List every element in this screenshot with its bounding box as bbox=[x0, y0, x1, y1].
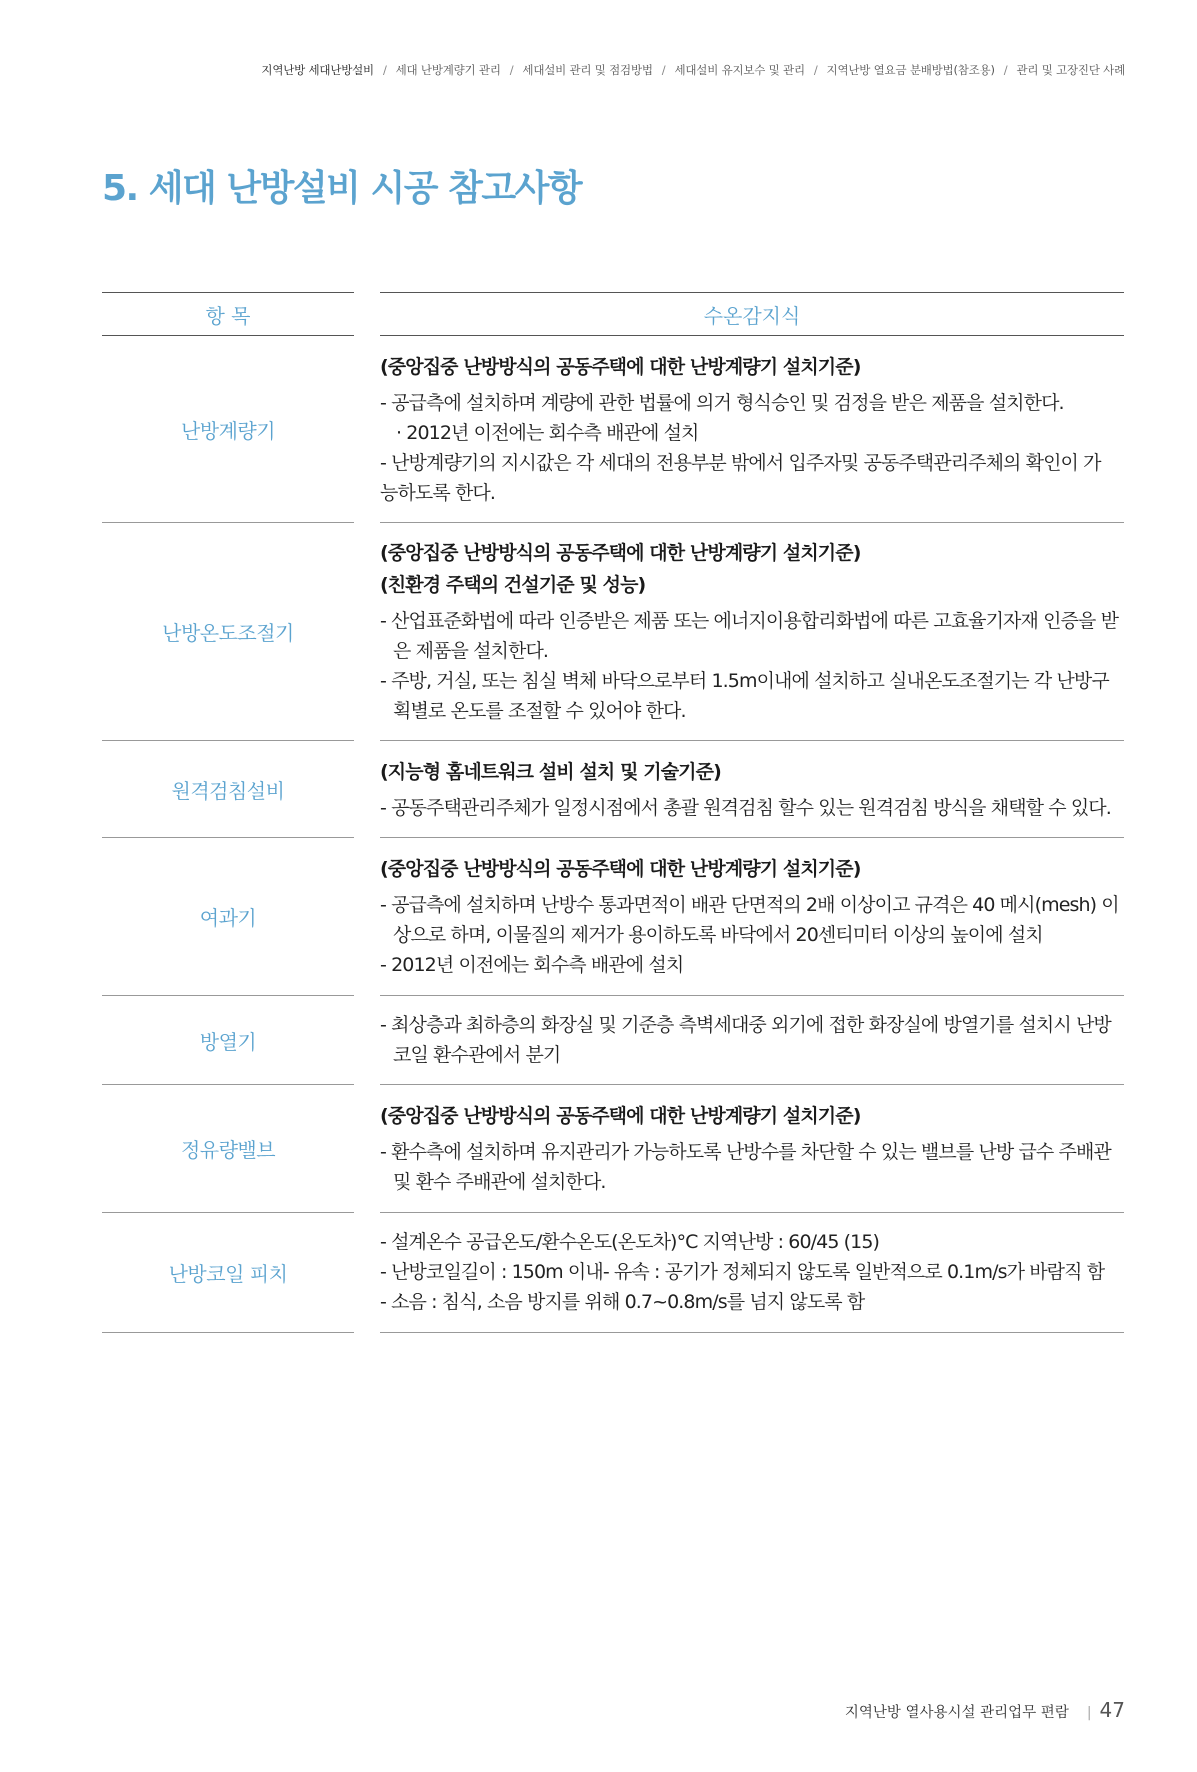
row-content bbox=[380, 838, 1124, 996]
row-item-label: 난방코일 피치 bbox=[102, 1213, 354, 1333]
breadcrumb-separator: / bbox=[509, 63, 514, 77]
breadcrumb-separator: / bbox=[1003, 63, 1008, 77]
row-content bbox=[380, 741, 1124, 838]
content-line: - 설계온수 공급온도/환수온도(온도차)°C 지역난방 : 60/45 (15) bbox=[380, 1231, 880, 1253]
table-row bbox=[102, 1085, 1124, 1213]
table-row bbox=[102, 741, 1124, 838]
content-line: - 공동주택관리주체가 일정시점에서 총괄 원격검침 할수 있는 원격검침 방식을 채택할 수 있다. bbox=[380, 796, 1111, 819]
content-line: - 난방코일길이 : 150m 이내- 유속 : 공기가 정체되지 않도록 일반적으로 0.1m/s가 바람직 함 bbox=[380, 1261, 1105, 1283]
content-line: - 2012년 이전에는 회수측 배관에 설치 bbox=[380, 954, 684, 976]
breadcrumb-separator: / bbox=[813, 63, 818, 77]
content-line: - 산업표준화법에 따라 인증받은 제품 또는 에너지이용합리화법에 따른 고효율기자재 인증을 받은 제품을 설치한다. bbox=[380, 610, 1119, 662]
content-line: - 소음 : 침식, 소음 방지를 위해 0.7~0.8m/s를 넘지 않도록 함 bbox=[380, 1291, 865, 1313]
page-title: 5. 세대 난방설비 시공 참고사항 bbox=[102, 168, 582, 209]
row-item-label: 원격검침설비 bbox=[102, 741, 354, 838]
table-row bbox=[102, 1213, 1124, 1333]
standard-reference: (지능형 홈네트워크 설비 설치 및 기술기준) bbox=[380, 760, 721, 783]
content-line: - 최상층과 최하층의 화장실 및 기준층 측벽세대중 외기에 접한 화장실에 방열기를 설치시 난방코일 환수관에서 분기 bbox=[380, 1013, 1111, 1066]
content-line: - 난방계량기의 지시값은 각 세대의 전용부분 밖에서 입주자및 공동주택관리주체의 확인이 가 bbox=[380, 451, 1101, 474]
row-item-label: 방열기 bbox=[102, 996, 354, 1085]
breadcrumb-item: 세대설비 관리 및 점검방법 bbox=[522, 63, 653, 77]
content-line: · 2012년 이전에는 회수측 배관에 설치 bbox=[396, 421, 699, 444]
breadcrumb-item: 세대설비 유지보수 및 관리 bbox=[674, 63, 805, 77]
breadcrumb-item: 세대 난방계량기 관리 bbox=[395, 63, 501, 77]
row-content bbox=[380, 996, 1124, 1085]
breadcrumb-separator: / bbox=[661, 63, 666, 77]
content-line: - 공급측에 설치하며 계량에 관한 법률에 의거 형식승인 및 검정을 받은 제품을 설치한다. bbox=[380, 391, 1064, 414]
breadcrumb-item-current: 지역난방 세대난방설비 bbox=[261, 63, 374, 77]
footer-book-title: 지역난방 열사용시설 관리업무 편람 bbox=[844, 1705, 1069, 1721]
row-item-label: 여과기 bbox=[102, 838, 354, 996]
content-line: - 환수측에 설치하며 유지관리가 가능하도록 난방수를 차단할 수 있는 밸브를 난방 급수 주배관 및 환수 주배관에 설치한다. bbox=[380, 1141, 1111, 1193]
table-row bbox=[102, 523, 1124, 741]
standard-reference: (친환경 주택의 건설기준 및 성능) bbox=[380, 574, 646, 596]
row-item-label: 난방계량기 bbox=[102, 336, 354, 523]
table-row bbox=[102, 996, 1124, 1085]
page-footer bbox=[845, 1698, 1125, 1722]
row-item-label: 난방온도조절기 bbox=[102, 523, 354, 741]
content-line: - 공급측에 설치하며 난방수 통과면적이 배관 단면적의 2배 이상이고 규격은 40 메시(mesh) 이상으로 하며, 이물질의 제거가 용이하도록 바닥에서 20센티미터 이상의 높이에 설치 bbox=[380, 894, 1119, 946]
row-content bbox=[380, 336, 1124, 523]
row-content bbox=[380, 1213, 1124, 1333]
column-header-content: 수온감지식 bbox=[380, 292, 1124, 336]
table-header-row bbox=[102, 292, 1124, 336]
row-content bbox=[380, 1085, 1124, 1213]
page-number: 47 bbox=[1099, 1698, 1125, 1722]
content-line: 능하도록 한다. bbox=[380, 481, 496, 504]
table-row bbox=[102, 336, 1124, 523]
breadcrumb-item: 지역난방 열요금 분배방법(참조용) bbox=[826, 63, 995, 77]
standard-reference: (중앙집중 난방방식의 공동주택에 대한 난방계량기 설치기준) bbox=[380, 355, 861, 378]
row-content bbox=[380, 523, 1124, 741]
breadcrumb-item: 관리 및 고장진단 사례 bbox=[1016, 63, 1125, 77]
table-row bbox=[102, 838, 1124, 996]
standard-reference: (중앙집중 난방방식의 공동주택에 대한 난방계량기 설치기준) bbox=[380, 858, 861, 880]
column-header-item: 항 목 bbox=[102, 292, 354, 336]
row-item-label: 정유량밸브 bbox=[102, 1085, 354, 1213]
breadcrumb-separator: / bbox=[382, 63, 387, 77]
content-line: - 주방, 거실, 또는 침실 벽체 바닥으로부터 1.5m이내에 설치하고 실내온도조절기는 각 난방구획별로 온도를 조절할 수 있어야 한다. bbox=[380, 670, 1109, 722]
standard-reference: (중앙집중 난방방식의 공동주택에 대한 난방계량기 설치기준) bbox=[380, 1105, 861, 1127]
standard-reference: (중앙집중 난방방식의 공동주택에 대한 난방계량기 설치기준) bbox=[380, 542, 861, 564]
spec-table bbox=[102, 292, 1124, 1333]
footer-divider: | bbox=[1086, 1705, 1092, 1721]
breadcrumb bbox=[261, 62, 1125, 78]
